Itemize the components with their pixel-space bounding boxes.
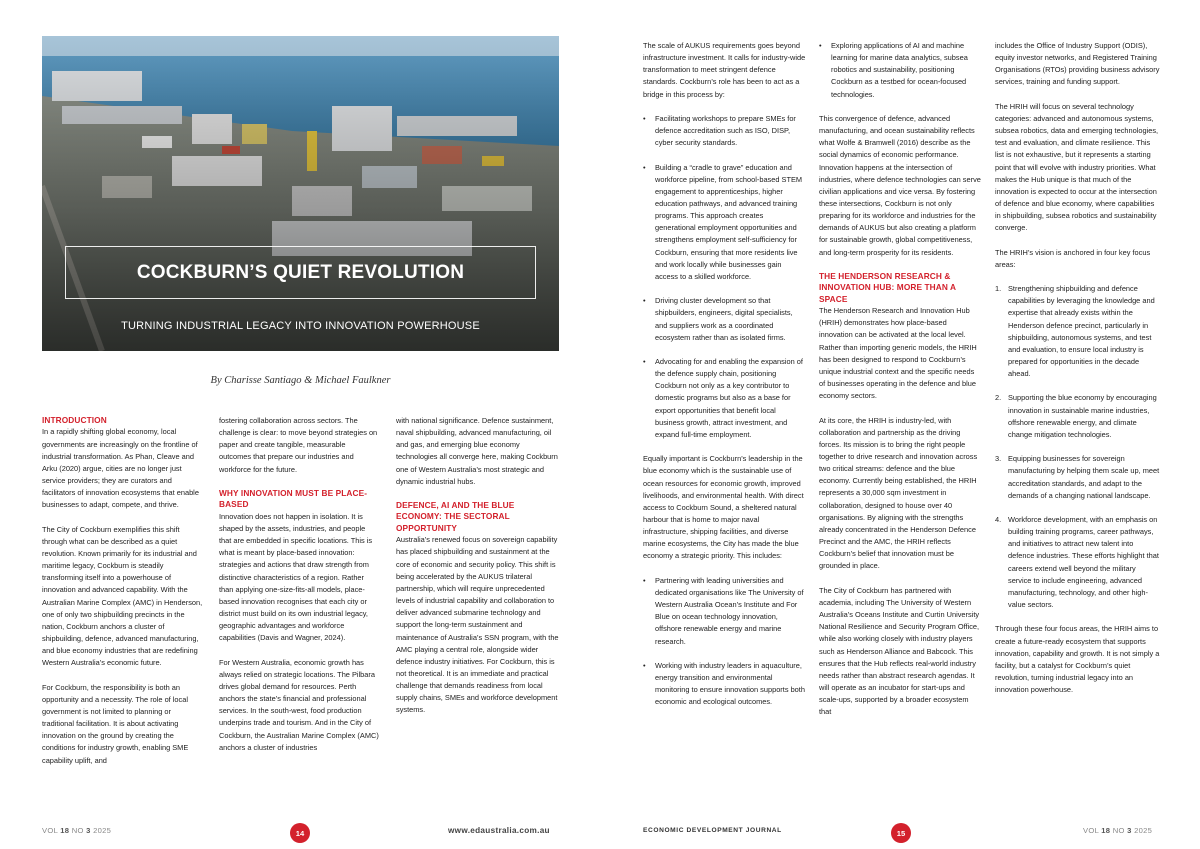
section-heading-hrih: THE HENDERSON RESEARCH & INNOVATION HUB: MORE THAN A SPACE [819, 270, 956, 304]
paragraph: The Henderson Research and Innovation Hub (HRIH) demonstrates how place-based innovation can be activated at the local level. Rather than importing generic models, the HRIH has been designed to respond to Cockburn’s unique industrial context and the specific needs of businesses operating in the defence and blue economy sectors. [819, 306, 977, 401]
column-3 [396, 415, 559, 717]
paragraph: For Western Australia, economic growth has always relied on strategic locations. The Pilbara drives global demand for resources. Perth anchors the state’s financial and professional services. In the south-west, food production underpins trade and tourism. And in the City of Cockburn, the Australian Marine Complex (AMC) anchors a cluster of industries [219, 657, 379, 752]
section-heading-defence-ai: DEFENCE, AI AND THE BLUE ECONOMY: THE SECTORAL OPPORTUNITY [396, 500, 515, 533]
bullet-item: • Facilitating workshops to prepare SMEs for defence accreditation such as ISO, DISP, cyber security standards. [643, 113, 796, 148]
footer-journal-name: ECONOMIC DEVELOPMENT JOURNAL [643, 827, 782, 834]
byline: By Charisse Santiago & Michael Faulkner [210, 375, 391, 386]
bullet-icon: • [643, 162, 646, 172]
numbered-item: 2. Supporting the blue economy by encouraging innovation in sustainable marine industries, offshore renewable energy, and climate change mitigation technologies. [995, 393, 1157, 439]
bullet-icon: • [643, 575, 646, 585]
paragraph: Australia’s renewed focus on sovereign capability has placed shipbuilding and sustainment at the core of economic and security policy. This shift is being accelerated by the AUKUS trilateral partnership, which will require unprecedented levels of industrial capability and collaboration to deliver advanced submarine technology and support the long-term sustainment and maintenance of Australia’s SSN program, with the AMC playing a central role, alongside wider defence industry initiatives. For Cockburn, this is not theoretical. It is an immediate and practical challenge that demands readiness from local supply chains, SMEs and workforce development systems. [396, 535, 559, 715]
footer-volume-right: VOL 18 NO 3 2025 [1083, 826, 1153, 835]
column-5 [819, 40, 981, 718]
paragraph: The scale of AUKUS requirements goes beyond infrastructure investment. It calls for industry-wide transformation to meet stringent defence standards. Cockburn’s role has been to act as a bridge in this process by: [643, 41, 806, 99]
column-6 [995, 40, 1160, 696]
bullet-item: • Partnering with leading universities and dedicated organisations like The University of Western Australia Ocean’s Institute and For Blue on ocean technology innovation, offshore renewable energy and marine research. [643, 575, 804, 646]
paragraph: The City of Cockburn exemplifies this shift through what can be described as a quiet revolution. Known primarily for its industrial and maritime legacy, Cockburn is steadily transforming itself into a powerhouse of innovation and advanced capability. With the Australian Marine Complex (AMC) in Henderson, one of only two shipbuilding precincts in the nation, Cockburn anchors a cluster of shipbuilding, defence, advanced manufacturing, and blue economy industries that are redefining Western Australia’s economic future. [42, 524, 203, 668]
bullet-icon: • [643, 113, 646, 123]
paragraph: For Cockburn, the responsibility is both an opportunity and a necessity. The role of local government is not limited to planning or traditional facilitation. It is about activating innovation on the ground by creating the conditions for industry growth, enabling SME capability uplift, and [42, 682, 189, 765]
hero-photo [42, 36, 559, 351]
paragraph: The HRIH’s vision is anchored in four key focus areas: [995, 247, 1151, 269]
paragraph: Equally important is Cockburn’s leadership in the blue economy which is the sustainable use of ocean resources for economic growth, improved livelihoods, and environmental health. With direct access to Cockburn Sound, a sheltered natural harbour that is home to major naval infrastructure, shipping facilities, and diverse marine ecosystems, the City has made the blue economy a strategic priority. This includes: [643, 454, 804, 561]
paragraph: Through these four focus areas, the HRIH aims to create a future-ready ecosystem that supports innovation, capability and growth. It is not simply a facility, but a catalyst for Cockburn’s quiet revolution, turning industrial legacy into an innovation powerhouse. [995, 624, 1160, 695]
hero-image [42, 36, 559, 351]
numbered-item: 3. Equipping businesses for sovereign manufacturing by helping them scale up, meet accreditation standards, and adapt to the demands of a changing national landscape. [995, 454, 1160, 500]
bullet-item: • Exploring applications of AI and machine learning for marine data analytics, subsea robotics and sustainability, positioning Cockburn as a testbed for ocean-focused technologies. [819, 41, 968, 99]
footer-volume-left: VOL 18 NO 3 2025 [42, 826, 112, 835]
paragraph: includes the Office of Industry Support (ODIS), equity investor networks, and Registered Training Organisations (RTOs) providing business advisory services, training and funding support. [995, 41, 1160, 87]
bullet-item: • Driving cluster development so that shipbuilders, engineers, digital specialists, and suppliers work as a coordinated ecosystem rather than as isolated firms. [643, 296, 793, 342]
column-1 [42, 415, 203, 767]
bullet-icon: • [643, 296, 646, 306]
bullet-icon: • [643, 660, 646, 670]
bullet-item: • Working with industry leaders in aquaculture, energy transition and environmental monitoring to ensure innovation supports both economic and ecological outcomes. [643, 660, 805, 707]
paragraph: The HRIH will focus on several technology categories: advanced and autonomous systems, subsea robotics, data and emerging technologies, test and evaluation, and climate resilience. This list is not exhaustive, but it represents a starting point that will evolve with industry priorities. What makes the Hub unique is that much of the innovation is expected to occur at the intersection of defence and blue economy, where capabilities in shipbuilding, subsea robotics and sustainability converge. [995, 101, 1159, 233]
right-page [600, 0, 1200, 849]
page-number-right: 15 [891, 823, 911, 843]
footer-url[interactable]: www.edaustralia.com.au [448, 826, 550, 835]
bullet-item: • Advocating for and enabling the expansion of the defence supply chain, positioning Cockburn not only as a key contributor to domestic programs but also as a base for export opportunities that benefit local business growth, attract investment, and expand full-time employment. [643, 357, 803, 439]
article-title: COCKBURN’S QUIET REVOLUTION [136, 261, 465, 283]
page-number-left: 14 [290, 823, 310, 843]
numbered-item: 1. Strengthening shipbuilding and defence capabilities by leveraging the knowledge and expertise that already exists within the Henderson defence precinct, particularly in shipbuilding, autonomous systems, and test and evaluation, to ensure local industry is prepared for opportunities in the decade ahead. [995, 284, 1155, 379]
section-heading-introduction: INTRODUCTION [42, 415, 107, 425]
paragraph: with national significance. Defence sustainment, naval shipbuilding, advanced manufacturing, oil and gas, and emerging blue economy technologies all converge here, making Cockburn one of Western Australia’s most strategic and dynamic industrial hubs. [396, 416, 558, 486]
paragraph: In a rapidly shifting global economy, local governments are increasingly on the frontline of industrial transformation. As Phan, Cleave and Arku (2020) argue, cities are no longer just service providers; they are curators and facilitators of innovation ecosystems that enable businesses to adapt, compete, and thrive. [42, 427, 199, 510]
paragraph: This convergence of defence, advanced manufacturing, and ocean sustainability reflects what Wolfe & Bramwell (2016) describe as the social dynamics of economic performance. Innovation happens at the intersection of industries, where defence technologies can serve civilian applications and vice versa. By fostering these intersections, Cockburn is not only preparing for its workforce and industries for the demands of AUKUS but also creating a platform for sustainable growth, global competitiveness, and long-term prosperity for its residents. [819, 113, 981, 257]
column-2 [219, 415, 379, 754]
bullet-icon: • [819, 41, 822, 50]
bullet-icon: • [643, 357, 646, 366]
paragraph: Innovation does not happen in isolation. It is shaped by the assets, industries, and people that are embedded in specific locations. This is what is meant by place-based innovation: strategies and actions that draw strength from distinctive characteristics of a region. Rather than applying one-size-fits-all models, place-based innovation recognises that each city or district must build on its own industrial legacy, geographic advantages and workforce capabilities (Davis and Wagner, 2024). [219, 511, 373, 643]
numbered-item: 4. Workforce development, with an emphasis on building training programs, career pathways, and initiatives to attract new talent into defence industries. These efforts highlight that careers extend well beyond the military service to include engineering, advanced manufacturing, technology, and other high-value sectors. [995, 515, 1159, 610]
paragraph: fostering collaboration across sectors. The challenge is clear: to move beyond strategies on paper and create tangible, measurable outcomes that prepare our industries and workforce for the future. [219, 416, 378, 474]
paragraph: The City of Cockburn has partnered with academia, including The University of Western Australia’s Oceans Institute and Curtin University National Resilience and Security Program Office, while also working closely with industry players such as Henderson Alliance and Babcock. This ensures that the Hub reflects real-world industry needs rather than abstract research agendas. It will operate as an incubator for start-ups and scale-ups, supported by a broader ecosystem that [819, 585, 980, 717]
bullet-item: • Building a “cradle to grave” education and workforce pipeline, from school-based STEM engagement to apprenticeships, higher education pathways, and advanced training programs. This approach creates generational employment opportunities and strengthens employment self-sufficiency for Cockburn, ensuring that more residents live and work locally while businesses gain access to a skilled workforce. [643, 162, 803, 281]
paragraph: At its core, the HRIH is industry-led, with collaboration and partnership as the driving forces. Its mission is to bring the right people together to drive research and innovation across two critical streams: defence and the blue economy. Currently being established, the HRIH represents a 30,000 sqm investment in collaboration, designed to house over 40 organisations. By aligning with the strengths already concentrated in the Henderson Defence Precinct and the AMC, the HRIH reflects Cockburn’s belief that innovation must be grounded in place. [819, 415, 978, 571]
hero-title-frame [65, 246, 536, 299]
section-heading-place-based: WHY INNOVATION MUST BE PLACE-BASED [219, 487, 368, 510]
column-4 [643, 40, 806, 708]
article-subtitle: TURNING INDUSTRIAL LEGACY INTO INNOVATION POWERHOUSE [121, 320, 480, 332]
